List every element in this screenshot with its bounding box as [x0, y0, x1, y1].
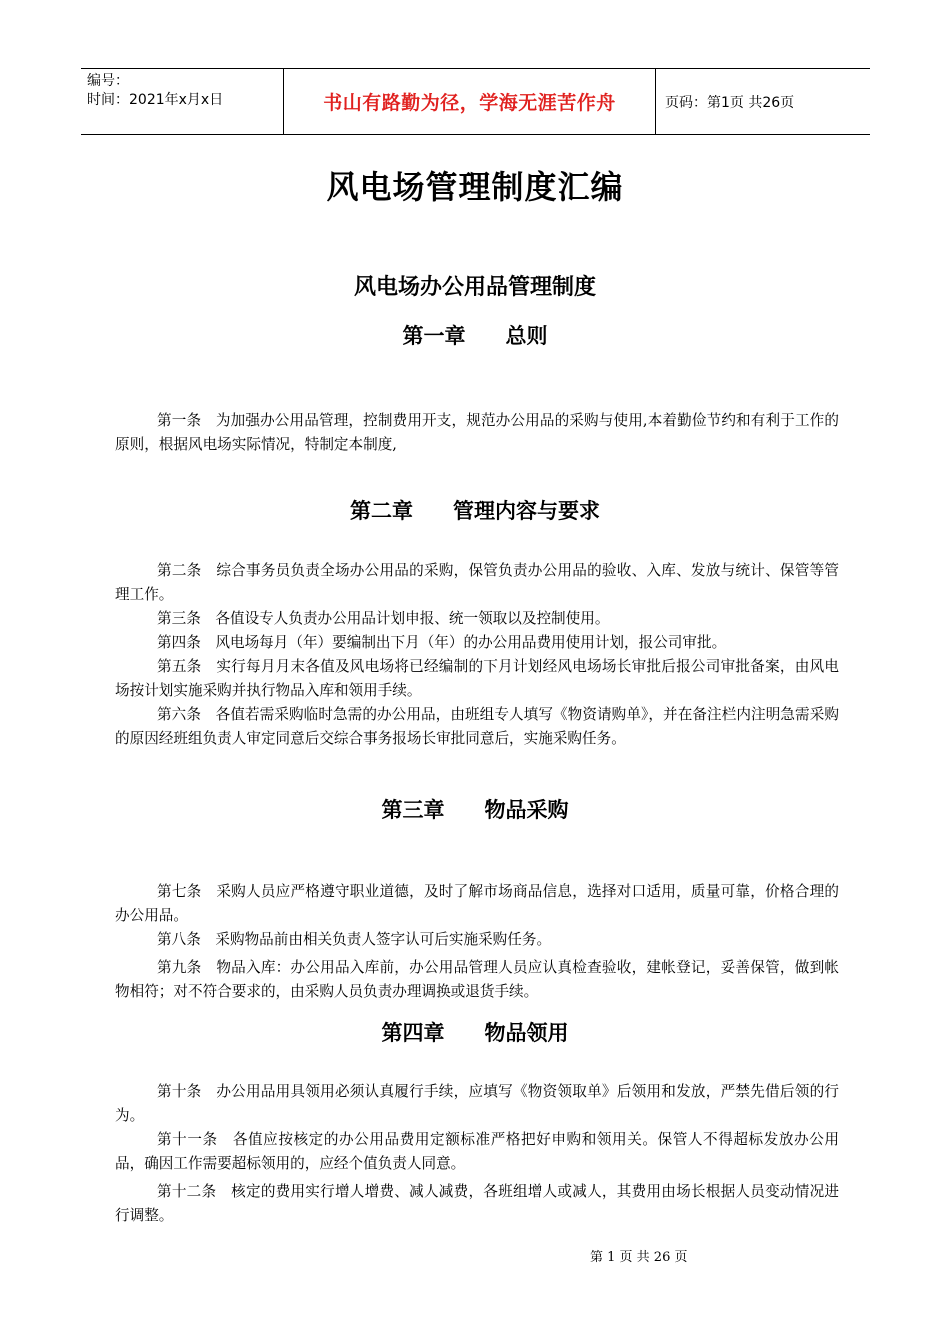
chapter-heading-2 [0, 495, 950, 525]
article-5: 第五条 实行每月月末各值及风电场将已经编制的下月计划经风电场场长审批后报公司审批备案，由风电场按计划实施采购并执行物品入库和领用手续。 [115, 658, 839, 699]
document-title: 风电场管理制度汇编 [326, 168, 624, 206]
chapter-name: 管理内容与要求 [453, 499, 600, 523]
article-11: 第十一条 各值应按核定的办公用品费用定额标准严格把好申购和领用关。保管人不得超标发放办公用品，确因工作需要超标领用的，应经个值负责人同意。 [115, 1131, 839, 1172]
article-1: 第一条 为加强办公用品管理，控制费用开支，规范办公用品的采购与使用,本着勤俭节约和有利于工作的原则，根据风电场实际情况，特制定本制度, [115, 412, 839, 453]
chapter-name: 物品采购 [484, 798, 569, 822]
number-label: 编号： [87, 73, 129, 89]
article-10: 第十条 办公用品用具领用必须认真履行手续，应填写《物资领取单》后领用和发放，严禁先借后领的行为。 [115, 1083, 839, 1124]
chapter-heading-3 [0, 794, 950, 824]
chapter-number: 第一章 [402, 324, 466, 348]
article-6: 第六条 各值若需采购临时急需的办公用品，由班组专人填写《物资请购单》，并在备注栏内注明急需采购的原因经班组负责人审定同意后交综合事务报场长审批同意后，实施采购任务。 [115, 706, 839, 747]
section-title: 风电场办公用品管理制度 [353, 275, 596, 300]
article-4: 第四条 风电场每月（年）要编制出下月（年）的办公用品费用使用计划，报公司审批。 [157, 634, 727, 651]
chapter-name: 物品领用 [484, 1021, 569, 1045]
date-label: 时间：2021年x月x日 [87, 92, 224, 108]
chapter-number: 第二章 [350, 499, 413, 523]
article-8: 第八条 采购物品前由相关负责人签字认可后实施采购任务。 [157, 931, 552, 948]
header-motto-cell [283, 69, 656, 134]
article-9: 第九条 物品入库：办公用品入库前，办公用品管理人员应认真检查验收，建帐登记，妥善保管，做到帐物相符；对不符合要求的，由采购人员负责办理调换或退货手续。 [115, 959, 839, 1000]
chapter-name: 总则 [505, 324, 548, 348]
chapter-number: 第三章 [381, 798, 445, 822]
header-page-info: 页码：第1页 共26页 [665, 94, 795, 111]
motto: 书山有路勤为径，学海无涯苦作舟 [323, 92, 616, 114]
chapter-number: 第四章 [381, 1021, 445, 1045]
article-12: 第十二条 核定的费用实行增人增费、减人减费，各班组增人或减人，其费用由场长根据人员变动情况进行调整。 [115, 1183, 839, 1224]
header-meta [81, 69, 283, 134]
article-2: 第二条 综合事务员负责全场办公用品的采购，保管负责办公用品的验收、入库、发放与统计、保管等管理工作。 [115, 562, 839, 603]
chapter-heading-4 [0, 1017, 950, 1047]
chapter-heading-1 [0, 320, 950, 350]
article-7: 第七条 采购人员应严格遵守职业道德，及时了解市场商品信息，选择对口适用，质量可靠，价格合理的办公用品。 [115, 883, 839, 924]
article-3: 第三条 各值设专人负责办公用品计划申报、统一领取以及控制使用。 [157, 610, 610, 627]
page-header [81, 68, 870, 135]
page-footer: 第 1 页 共 26 页 [590, 1250, 688, 1265]
